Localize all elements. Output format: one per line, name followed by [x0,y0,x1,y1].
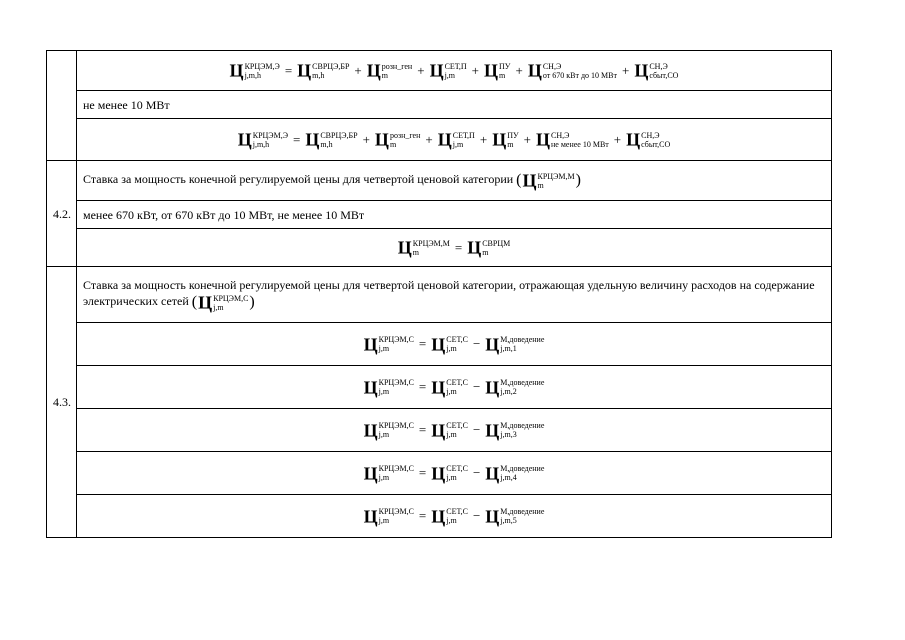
table-row [47,119,832,161]
formula-subscript: j,m,h [244,70,262,80]
formula-subscript: m [507,139,514,149]
formula-term [485,421,544,439]
formula-term [626,130,670,148]
formula-subscript: m,h [320,139,333,149]
formula-superscript: СН,Э [641,130,660,140]
formula [363,464,546,482]
formula-base: Ц [297,60,312,81]
formula-superscript: СЕТ,П [452,130,475,140]
formula-subscript: j,m [378,387,390,397]
formula-superscript: КРЦЭМ,С [378,421,414,431]
formula-superscript: КРЦЭМ,М [412,238,450,248]
formula-term [430,61,467,79]
formula [363,335,546,353]
formula-base: Ц [485,506,500,527]
formula-subscript: j,m,5 [500,516,517,526]
formula [397,238,511,256]
formula-base: Ц [485,463,500,484]
formula-base: Ц [229,60,244,81]
formula-term [523,171,575,189]
formula-superscript: КРЦЭМ,Э [244,61,280,71]
formula-operator: = [418,379,427,395]
table-row [47,51,832,91]
formula-subscript: j,m,3 [500,430,517,440]
formula-operator: − [472,422,481,438]
formula-operator: = [284,62,293,78]
formula-base: Ц [437,129,452,150]
formula-base: Ц [626,129,641,150]
formula [197,293,249,311]
table-row [47,409,832,452]
formula-superscript: М,доведение [500,378,545,388]
row-description: Ставка за мощность конечной регулируемой цены для четвертой ценовой категории, отражающая удельную величину расходов на содержание электрических сетей [83,278,815,309]
formula-superscript: ПУ [507,130,519,140]
table-row [47,323,832,366]
formula-subscript: j,m [446,344,457,354]
formula-base: Ц [429,60,444,81]
formula-superscript: СЕТ,С [446,378,468,388]
formula [229,61,680,79]
text-cell [77,267,832,323]
table-row [47,452,832,495]
formula-base: Ц [374,129,389,150]
tariff-formula-table [46,50,832,538]
formula-subscript: j,m [446,387,457,397]
formula-subscript: j,m,h [252,139,270,149]
formula-term [492,130,518,148]
formula-subscript: m [412,247,420,257]
formula-subscript: j,m [378,430,390,440]
formula-base: Ц [527,60,542,81]
formula-term [431,378,468,396]
formula-base: Ц [237,129,252,150]
table-row [47,91,832,119]
formula-term [485,464,544,482]
formula-base: Ц [431,420,446,441]
formula-subscript: m [482,247,489,257]
formula-superscript: ПУ [499,61,511,71]
formula [363,421,546,439]
formula-superscript: КРЦЭМ,С [213,293,249,303]
formula-operator: + [523,131,531,147]
formula-base: Ц [397,237,412,258]
formula-cell [77,51,832,91]
formula-superscript: М,доведение [500,507,545,517]
formula-subscript: m [389,139,397,149]
formula-operator: = [418,465,427,481]
formula-subscript: m [381,70,388,80]
text-cell [77,161,832,201]
table-row [47,229,832,267]
formula-operator: + [613,131,622,147]
formula-operator: − [472,379,481,395]
formula-superscript: М,доведение [500,421,545,431]
formula-term [230,61,280,79]
formula-operator: + [362,131,370,147]
formula-operator: + [417,62,425,78]
formula-cell [77,229,832,267]
formula-term [431,421,468,439]
formula-cell [77,409,832,452]
table-row [47,366,832,409]
formula-term [528,61,617,79]
formula-subscript: сбыт,СО [649,70,679,80]
formula-subscript: j,m [213,302,224,312]
formula-base: Ц [485,420,500,441]
formula-term [467,238,510,256]
formula-cell [77,495,832,538]
formula [522,171,576,189]
formula-cell [77,452,832,495]
formula-superscript: КРЦЭМ,Э [252,130,288,140]
close-paren: ) [575,171,581,189]
table-row [47,267,832,323]
formula-term [364,421,414,439]
formula-base: Ц [431,377,446,398]
formula-operator: = [418,336,427,352]
formula-operator: = [454,239,463,255]
formula-base: Ц [363,377,378,398]
formula-cell [77,366,832,409]
formula-superscript: КРЦЭМ,С [378,378,414,388]
formula-term [198,293,248,311]
formula-cell [77,119,832,161]
formula-superscript: СВРЦМ [482,238,511,248]
formula-operator: + [471,62,480,78]
formula-superscript: М,доведение [500,335,545,345]
formula [363,378,546,396]
formula-superscript: СВРЦЭ,БР [312,61,350,71]
formula-subscript: не менее 10 МВт [551,139,609,149]
formula-subscript: j,m [446,430,457,440]
formula-base: Ц [198,292,213,313]
formula-operator: − [472,465,481,481]
text-cell: менее 670 кВт, от 670 кВт до 10 МВт, не менее 10 МВт [77,201,832,229]
formula-base: Ц [431,334,446,355]
formula-subscript: j,m [378,516,390,526]
row-description: Ставка за мощность конечной регулируемой цены для четвертой ценовой категории [83,172,514,187]
formula-base: Ц [634,60,649,81]
formula-term [485,378,544,396]
formula-superscript: КРЦЭМ,М [537,171,575,181]
formula-term [536,130,609,148]
formula-superscript: СЕТ,С [446,335,468,345]
formula-base: Ц [363,506,378,527]
formula-term [634,61,678,79]
formula [237,130,672,148]
text-cell: не менее 10 МВт [77,91,832,119]
formula-superscript: СЕТ,С [446,421,468,431]
formula-superscript: СН,Э [542,61,562,71]
formula-base: Ц [363,334,378,355]
formula-operator: + [425,131,433,147]
formula-subscript: j,m,2 [500,387,517,397]
formula-operator: = [292,131,301,147]
formula-subscript: j,m [444,70,456,80]
formula-operator: + [515,62,523,78]
formula-operator: = [418,422,427,438]
formula-superscript: СЕТ,С [446,464,468,474]
formula-term [438,130,475,148]
formula-subscript: сбыт,СО [641,139,671,149]
formula-term [484,61,510,79]
formula [363,507,546,525]
formula-base: Ц [492,129,507,150]
table-row [47,161,832,201]
formula-term [431,507,468,525]
formula-term [431,335,468,353]
formula-operator: − [472,336,481,352]
formula-term [364,335,414,353]
formula-subscript: j,m,1 [500,344,517,354]
formula-superscript: СН,Э [649,61,668,71]
formula-superscript: СЕТ,С [446,507,468,517]
formula-base: Ц [431,506,446,527]
row-number: 4.3. [47,267,77,538]
formula-base: Ц [484,60,499,81]
formula-operator: − [472,508,481,524]
formula-base: Ц [485,377,500,398]
formula-base: Ц [485,334,500,355]
formula-term [485,507,544,525]
formula-term [297,61,349,79]
formula-superscript: СН,Э [551,130,570,140]
formula-subscript: j,m [452,139,464,149]
formula-base: Ц [467,237,482,258]
formula-operator: + [621,62,630,78]
table-row [47,201,832,229]
formula-superscript: КРЦЭМ,С [378,507,414,517]
formula-cell [77,323,832,366]
formula-term [305,130,357,148]
formula-term [364,378,414,396]
formula-base: Ц [363,420,378,441]
formula-subscript: m [537,180,544,190]
formula-base: Ц [536,129,551,150]
formula-superscript: розн_ген [381,61,413,71]
formula-subscript: j,m [446,473,457,483]
formula-base: Ц [363,463,378,484]
formula-superscript: СЕТ,П [444,61,467,71]
formula-operator: = [418,508,427,524]
formula-subscript: j,m,4 [500,473,517,483]
formula-subscript: m,h [312,70,325,80]
formula-term [431,464,468,482]
formula-term [364,464,414,482]
formula-operator: + [479,131,488,147]
formula-base: Ц [431,463,446,484]
row-number: 4.2. [47,161,77,267]
table-row [47,495,832,538]
formula-term [485,335,544,353]
formula-subscript: j,m [378,473,390,483]
formula-term [398,238,450,256]
formula-subscript: j,m [378,344,390,354]
formula-base: Ц [522,170,537,191]
formula-subscript: j,m [446,516,457,526]
formula-superscript: КРЦЭМ,С [378,335,414,345]
formula-superscript: М,доведение [500,464,545,474]
formula-term [375,130,420,148]
formula-base: Ц [305,129,320,150]
formula-term [238,130,288,148]
formula-superscript: розн_ген [389,130,421,140]
formula-term [367,61,412,79]
formula-superscript: СВРЦЭ,БР [320,130,358,140]
open-paren: ( [191,293,198,311]
open-paren: ( [516,171,522,189]
formula-base: Ц [366,60,381,81]
formula-superscript: КРЦЭМ,С [378,464,414,474]
formula-subscript: m [499,70,506,80]
formula-operator: + [354,62,362,78]
close-paren: ) [249,293,255,311]
row-number [47,51,77,161]
formula-term [364,507,414,525]
formula-subscript: от 670 кВт до 10 МВт [542,70,617,80]
